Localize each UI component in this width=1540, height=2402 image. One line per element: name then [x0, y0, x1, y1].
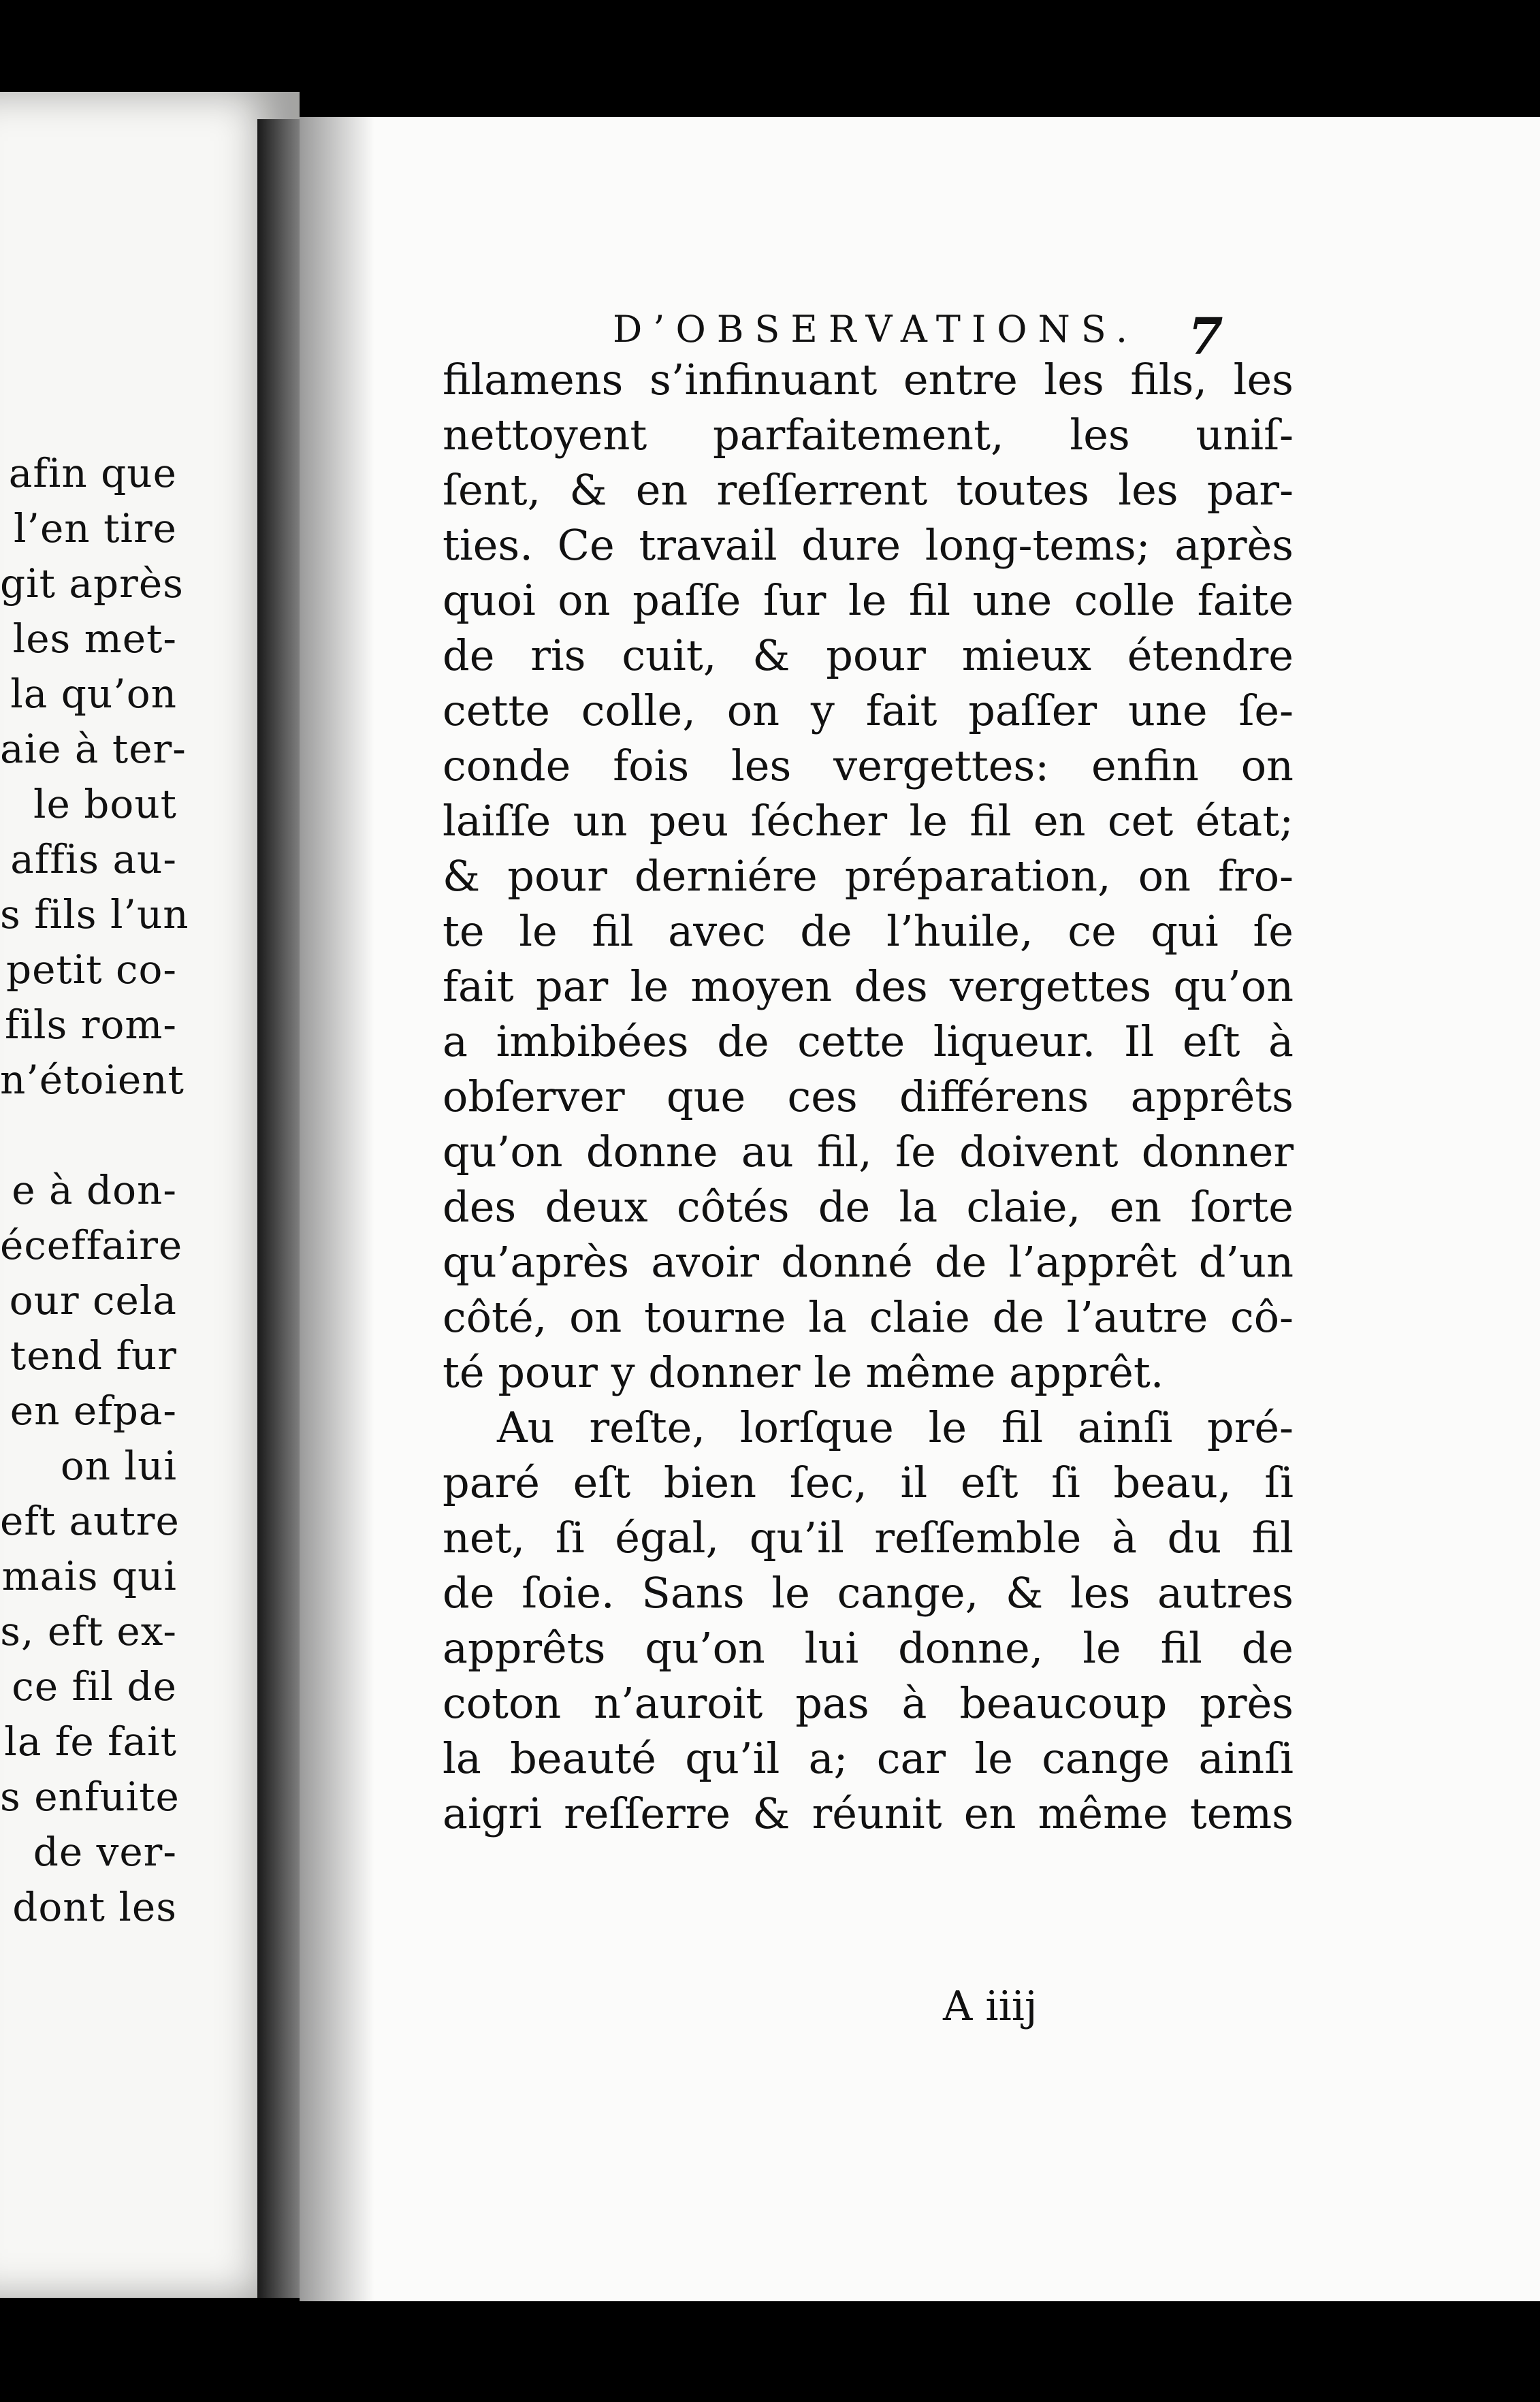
left-text-line: git après [0, 560, 184, 607]
left-text-line: le bout [33, 781, 177, 827]
text-line: coton n’auroit pas à beaucoup près [443, 1678, 1294, 1728]
text-line: nettoyent parfaitement, les uniſ- [443, 410, 1294, 460]
left-text-line: en efpa- [10, 1388, 177, 1434]
left-text-line: eft autre [0, 1498, 180, 1544]
left-text-line: les met- [12, 615, 177, 662]
scan-border [0, 2301, 1540, 2402]
left-text-line: la qu’on [10, 671, 177, 717]
left-text-line: s enfuite [0, 1774, 180, 1820]
text-line: conde fois les vergettes: enfin on [443, 741, 1294, 790]
running-head: D’OBSERVATIONS. [613, 308, 1139, 351]
text-line: quoi on paſſe ſur le fil une colle faite [443, 575, 1294, 625]
text-line: Au reſte, lorſque le fil ainſi pré- [497, 1403, 1294, 1452]
text-line: filamens s’infinuant entre les fils, les [443, 355, 1294, 404]
left-text-line: dont les [12, 1884, 177, 1930]
text-line: te le fil avec de l’huile, ce qui ſe [443, 906, 1294, 956]
text-line: des deux côtés de la claie, en ſorte [443, 1182, 1294, 1232]
left-text-line: s, eft ex- [0, 1608, 177, 1654]
left-text-line: éceffaire [0, 1222, 183, 1268]
text-line: la beauté qu’il a; car le cange ainſi [443, 1733, 1294, 1783]
text-line: cette colle, on y fait paſſer une ſe- [443, 686, 1294, 735]
text-line: net, ſi égal, qu’il reſſemble à du fil [443, 1513, 1294, 1563]
left-text-line: mais qui [1, 1553, 177, 1599]
left-text-line: s fils l’un [0, 891, 189, 938]
left-text-line: e à don- [12, 1167, 177, 1213]
text-line: aigri reſſerre & réunit en même tems [443, 1789, 1294, 1838]
page-number: 7 [1188, 308, 1223, 366]
left-page [0, 92, 300, 2298]
text-line: fait par le moyen des vergettes qu’on [443, 961, 1294, 1011]
text-line: & pour derniére préparation, on fro- [443, 851, 1294, 901]
text-line: côté, on tourne la claie de l’autre cô- [443, 1292, 1294, 1342]
left-text-line: de ver- [33, 1829, 177, 1875]
left-page-text [0, 446, 189, 1935]
text-line: apprêts qu’on lui donne, le fil de [443, 1623, 1294, 1673]
right-page [340, 117, 1540, 2337]
left-text-line [0, 1108, 177, 1163]
body-text [443, 352, 1294, 1841]
text-line: de ſoie. Sans le cange, & les autres [443, 1568, 1294, 1618]
text-line: obſerver que ces différens apprêts [443, 1072, 1294, 1121]
left-text-line: affis au- [10, 836, 177, 882]
page-curve-shadow [300, 117, 374, 2337]
signature-mark: A iiij [943, 1983, 1038, 2030]
text-line: a imbibées de cette liqueur. Il eſt à [443, 1016, 1294, 1066]
text-line: ties. Ce travail dure long-tems; après [443, 520, 1294, 570]
left-text-line: tend fur [10, 1332, 177, 1379]
text-line: té pour y donner le même apprêt. [443, 1347, 1164, 1397]
left-text-line: fils rom- [4, 1002, 177, 1048]
left-text-line: afin que [8, 450, 177, 496]
text-line: qu’on donne au fil, ſe doivent donner [443, 1127, 1294, 1176]
text-line: paré eſt bien ſec, il eſt ſi beau, ſi [443, 1458, 1294, 1507]
text-line: qu’après avoir donné de l’apprêt d’un [443, 1237, 1294, 1287]
left-text-line: l’en tire [13, 505, 177, 551]
left-text-line: aie à ter- [0, 726, 187, 772]
text-line: laiſſe un peu ſécher le fil en cet état; [443, 796, 1294, 846]
left-text-line: n’étoient [0, 1057, 185, 1103]
left-text-line: ce fil de [12, 1663, 177, 1710]
left-text-line: our cela [9, 1277, 177, 1324]
left-text-line: la fe fait [4, 1718, 177, 1765]
left-text-line: on lui [60, 1443, 177, 1489]
text-line: de ris cuit, & pour mieux étendre [443, 630, 1294, 680]
text-line: ſent, & en reſſerrent toutes les par- [443, 465, 1294, 515]
left-text-line: petit co- [5, 946, 177, 993]
